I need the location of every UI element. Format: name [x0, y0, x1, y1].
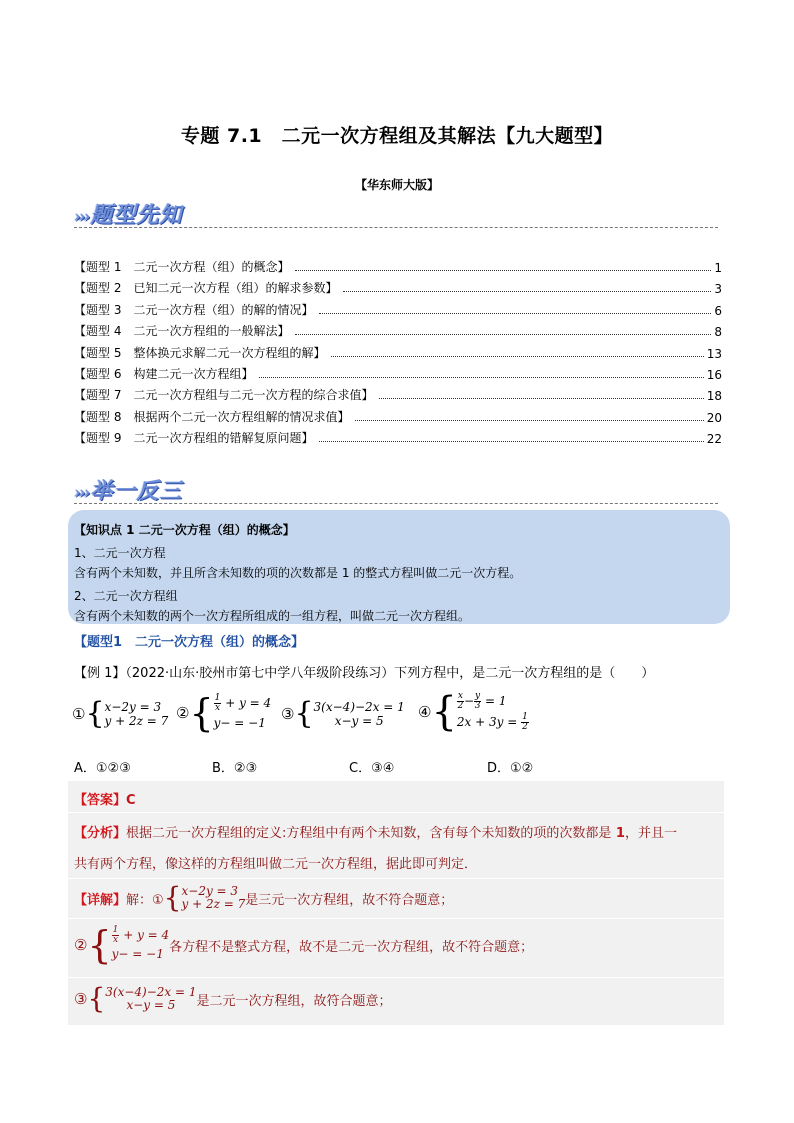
option-number: ③: [74, 990, 88, 1008]
separator: [68, 812, 724, 813]
option-number: ④: [418, 703, 432, 721]
toc-label: 【题型 9 二元一次方程组的错解复原问题】: [74, 431, 314, 446]
answer-line: [74, 789, 136, 808]
toc-leader: [319, 313, 711, 314]
toc-page-number: 3: [714, 282, 722, 297]
analysis-text: ，并且一: [624, 826, 677, 841]
toc-label: 【题型 2 已知二元一次方程（组）的解求参数】: [74, 281, 338, 296]
eq-line: y + 2z = 7: [181, 897, 246, 911]
toc-leader: [295, 270, 711, 271]
analysis-text: 共有两个方程，像这样的方程组叫做二元一次方程组，据此即可判定．: [74, 857, 478, 872]
toc-leader: [379, 398, 703, 399]
toc-leader: [331, 356, 703, 357]
toc-page-number: 16: [706, 368, 722, 382]
toc-leader: [259, 377, 703, 378]
banner-practice: [74, 474, 182, 505]
toc-leader: [343, 291, 711, 292]
toc-label: 【题型 4 二元一次方程组的一般解法】: [74, 324, 290, 339]
eq-line: x−2y = 3: [104, 700, 162, 714]
toc-label: 【题型 7 二元一次方程组与二元一次方程的综合求值】: [74, 388, 374, 403]
toc-row[interactable]: [74, 254, 722, 275]
separator: [68, 918, 724, 919]
toc-page-number: 1: [714, 261, 722, 275]
detail-line-1: [74, 881, 454, 914]
option-number: ③: [281, 705, 295, 723]
detail-text: 各方程不是整式方程，故不是二元一次方程组，故不符合题意；: [169, 939, 534, 955]
toc-label: 【题型 1 二元一次方程（组）的概念】: [74, 260, 290, 274]
eq-line: 2x + 3y =: [456, 715, 518, 729]
analysis-number: 1: [611, 826, 625, 841]
toc-leader: [355, 420, 703, 421]
type-heading: 【题型1 二元一次方程（组）的概念】: [74, 635, 305, 650]
brace-icon: {: [87, 982, 106, 1015]
arrows-icon: ›››: [74, 207, 89, 227]
edition-label: 【华东师大版】: [354, 178, 439, 192]
eq-line: 3(x−4)−2x = 1: [105, 985, 197, 999]
banner-text: 举一反三: [90, 478, 183, 504]
toc-row[interactable]: [74, 340, 722, 361]
detail-text: 是二元一次方程组，故符合题意；: [196, 993, 392, 1009]
option-d[interactable]: D．①②: [487, 761, 534, 776]
toc-page-number: 13: [706, 346, 722, 361]
option-c[interactable]: C．③④: [349, 761, 395, 776]
brace-icon: {: [294, 696, 314, 731]
eq-line: + y = 4: [225, 696, 272, 710]
detail-text: 是三元一次方程组，故不符合题意；: [245, 892, 454, 908]
knowledge-text-2: 含有两个未知数的两个一次方程所组成的一组方程，叫做二元一次方程组。: [74, 609, 471, 623]
analysis-line-2: [74, 853, 477, 872]
option-number: ②: [74, 936, 88, 954]
toc-row[interactable]: [74, 361, 722, 382]
separator: [68, 878, 724, 879]
toc-label: 【题型 8 根据两个二元一次方程组解的情况求值】: [74, 409, 350, 424]
option-number: ②: [176, 704, 190, 722]
analysis-line-1: [74, 822, 677, 841]
toc-page-number: 22: [706, 432, 722, 447]
eq-line: x−y = 5: [334, 714, 384, 728]
analysis-text: 根据二元一次方程组的定义:方程组中有两个未知数，含有每个未知数的项的次数都是: [126, 826, 612, 841]
toc-page-number: 18: [706, 389, 722, 404]
system-2: ② { $\frac{1}{x}$ + y = 4 y− = −1: [176, 691, 272, 735]
knowledge-text-1: 含有两个未知数，并且所含未知数的项的次数都是 1 的整式方程叫做二元一次方程。: [74, 566, 522, 580]
brace-icon: {: [189, 691, 214, 735]
example-question: [74, 662, 654, 681]
toc-page-number: 8: [714, 325, 722, 340]
eq-line: x−y = 5: [126, 998, 176, 1012]
toc-page-number: 20: [706, 410, 722, 425]
divider: [74, 227, 718, 228]
answer-tag: 【答案】: [74, 793, 127, 808]
toc-leader: [295, 334, 711, 335]
knowledge-heading-2: 2、二元一次方程组: [74, 589, 178, 603]
toc-row[interactable]: [74, 275, 722, 296]
toc-label: 【题型 3 二元一次方程（组）的解的情况】: [74, 302, 314, 317]
system-4: ④ { $\frac{x}{2}$ − $\frac{y}{3}$ = 1 2x + 3y = $\frac{1}{2}$: [418, 689, 528, 735]
toc-row[interactable]: [74, 425, 722, 446]
toc-leader: [319, 441, 703, 442]
option-a[interactable]: A．①②③: [74, 761, 131, 776]
toc-row[interactable]: [74, 382, 722, 403]
knowledge-heading-1: 1、二元一次方程: [74, 546, 166, 560]
brace-icon: {: [163, 881, 182, 914]
banner-text: 题型先知: [90, 202, 183, 228]
example-source: （2022·山东·胶州市第七中学八年级阶段练习）: [125, 666, 395, 681]
brace-icon: {: [85, 696, 105, 731]
toc-row[interactable]: [74, 404, 722, 425]
eq-line: y + 2z = 7: [104, 714, 169, 728]
page-title: 专题 7.1 二元一次方程组及其解法【九大题型】: [180, 125, 614, 147]
detail-intro: 解：①: [126, 892, 164, 908]
toc-label: 【题型 6 构建二元一次方程组】: [74, 367, 254, 381]
eq-line: 3(x−4)−2x = 1: [313, 700, 405, 714]
brace-icon: {: [431, 689, 457, 735]
toc-label: 【题型 5 整体换元求解二元一次方程组的解】: [74, 345, 326, 360]
toc-row[interactable]: [74, 297, 722, 318]
example-label: 【例 1】: [74, 666, 126, 681]
system-1: [72, 696, 169, 731]
eq-line: = 1: [484, 694, 507, 708]
arrows-icon: ›››: [74, 483, 89, 503]
eq-line: + y = 4: [123, 928, 170, 942]
example-question-text: 下列方程中，是二元一次方程组的是（ ）: [394, 666, 655, 681]
option-b[interactable]: B．②③: [212, 761, 258, 776]
separator: [68, 977, 724, 978]
brace-icon: {: [87, 923, 112, 967]
detail-line-3: [74, 982, 392, 1015]
option-number: ①: [72, 705, 86, 723]
banner-overview: [74, 198, 182, 229]
analysis-tag: 【分析】: [74, 826, 127, 841]
eq-line: y− = −1: [213, 716, 266, 730]
answer-value: C: [126, 793, 136, 808]
knowledge-title: 【知识点 1 二元一次方程（组）的概念】: [74, 523, 295, 537]
toc-row[interactable]: [74, 318, 722, 339]
detail-tag: 【详解】: [74, 892, 127, 908]
toc-page-number: 6: [714, 303, 722, 318]
divider: [74, 503, 718, 504]
detail-line-2: ② { $\frac{1}{x}$ + y = 4 y− = −1 各方程不是整式方程，故不是二元一次方程组，故不符合题意；: [74, 923, 534, 967]
system-3: [281, 696, 405, 731]
eq-line: x−2y = 3: [181, 884, 239, 898]
eq-line: y− = −1: [111, 947, 164, 961]
